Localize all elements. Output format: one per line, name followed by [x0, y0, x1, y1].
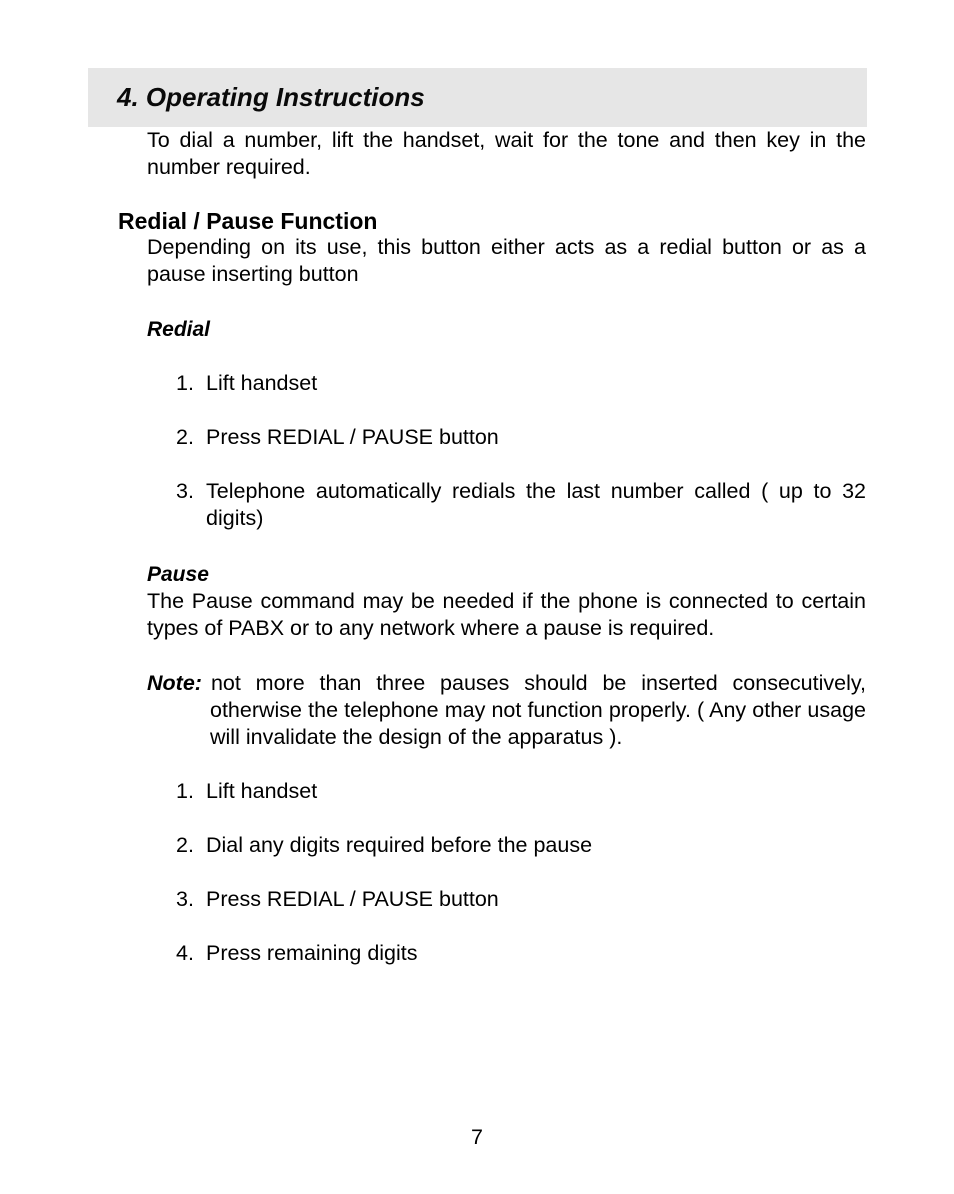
pause-heading: Pause: [147, 563, 209, 586]
section-title: 4. Operating Instructions: [117, 82, 425, 112]
section-header-band: [88, 68, 867, 127]
list-item-text: Lift handset: [206, 371, 318, 395]
list-item-number: 2.: [176, 833, 194, 857]
list-item-text: Press REDIAL / PAUSE button: [206, 425, 499, 449]
list-item: [176, 886, 954, 913]
list-item: [176, 940, 954, 967]
list-item: [176, 478, 954, 532]
list-item-number: 3.: [176, 887, 194, 911]
list-item: [176, 778, 954, 805]
list-item-number: 2.: [176, 425, 194, 449]
note-text: not more than three pauses should be inserted consecutively, otherwise the telephone may not function properly. ( Any other usage will invalidate the design of the apparatus ).: [210, 671, 866, 749]
subsection-paragraph: Depending on its use, this button either acts as a redial button or as a pause inserting button: [147, 235, 866, 286]
page-number: 7: [471, 1125, 483, 1149]
list-item-text: Dial any digits required before the pause: [206, 833, 593, 857]
list-item-number: 3.: [176, 479, 194, 503]
list-item-text: Press remaining digits: [206, 941, 418, 965]
redial-steps-list: [0, 370, 954, 532]
note-paragraph: [147, 670, 866, 751]
intro-paragraph: To dial a number, lift the handset, wait for the tone and then key in the number required.: [147, 128, 866, 179]
redial-heading: Redial: [147, 318, 211, 341]
list-item-text: Lift handset: [206, 779, 318, 803]
list-item: [176, 832, 954, 859]
list-item-text: Telephone automatically redials the last number called ( up to 32 digits): [206, 479, 866, 530]
pause-steps-list: [0, 778, 954, 967]
list-item: [176, 424, 954, 451]
list-item-number: 1.: [176, 779, 194, 803]
subsection-title: Redial / Pause Function: [118, 208, 378, 234]
note-label: Note:: [147, 671, 202, 695]
pause-paragraph: The Pause command may be needed if the phone is connected to certain types of PABX or to any network where a pause is required.: [147, 589, 866, 640]
list-item-text: Press REDIAL / PAUSE button: [206, 887, 499, 911]
list-item-number: 4.: [176, 941, 194, 965]
list-item-number: 1.: [176, 371, 194, 395]
list-item: [176, 370, 954, 397]
